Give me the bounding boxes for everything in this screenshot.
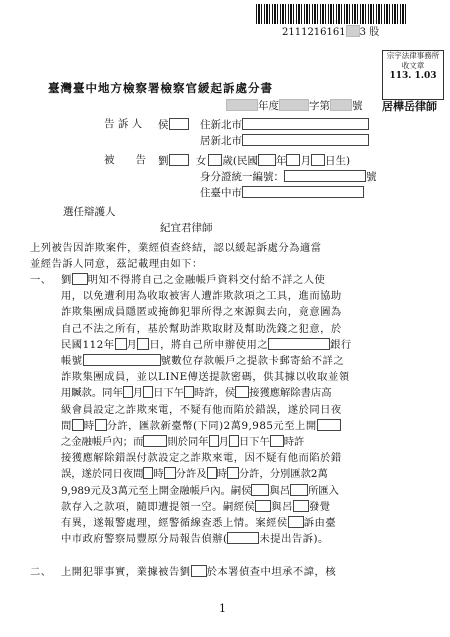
- redaction-box: [226, 99, 258, 111]
- case-word-label: 字第: [309, 100, 330, 112]
- defendant-residence: [200, 186, 364, 200]
- page-number: 1: [219, 602, 226, 615]
- section1-text: 民國112年: [61, 338, 115, 351]
- residence-label: 住臺中市: [200, 187, 242, 199]
- section1-text: 款存入之款項，隨即遭提領一空。嗣經侯: [61, 500, 256, 513]
- case-number: [226, 99, 363, 113]
- redaction-box: [284, 170, 366, 182]
- redaction-box: [235, 386, 249, 398]
- redaction-box: [115, 338, 127, 350]
- redaction-box: [143, 386, 153, 398]
- redaction-box: [242, 134, 369, 146]
- section1-text: 分許，分別匯款2萬: [238, 468, 328, 481]
- redaction-box: [83, 354, 161, 366]
- stamp-lawyer-name: 居樺岳律師: [382, 100, 437, 113]
- redaction-box: [293, 500, 309, 512]
- redaction-box: [207, 467, 217, 479]
- redaction-box: [346, 25, 360, 37]
- address-label: 住新北市: [200, 119, 242, 131]
- defendant-gender: 女: [195, 155, 207, 167]
- section1-line: [61, 353, 439, 369]
- residence-label: 居新北市: [200, 135, 242, 147]
- redaction-box: [268, 338, 330, 350]
- section1-text: 用，以免遭利用為收取被害人遭詐欺款項之工具，進而協助: [61, 290, 342, 303]
- section1-text: 則於同年: [167, 436, 209, 449]
- redaction-box: [290, 484, 308, 496]
- intro-paragraph: [30, 240, 322, 272]
- redaction-box: [229, 435, 239, 447]
- section1-text: 之金融帳戶內；而: [61, 436, 144, 449]
- section1-text: 分許，匯款新臺幣(下同)2萬9,985元至上開: [106, 419, 317, 432]
- section1-text: 明知不得將自己之金融帳戶資料交付給不詳之人使: [87, 274, 326, 286]
- redaction-box: [72, 273, 88, 285]
- redaction-box: [227, 467, 239, 479]
- section1-text: 發覺: [308, 500, 331, 513]
- redaction-box: [251, 484, 269, 496]
- section1-line: [61, 369, 439, 385]
- barcode-suffix: 股: [369, 27, 380, 38]
- section1-text: 分許及: [175, 468, 207, 481]
- section1-line: [61, 483, 439, 499]
- section1-text: 級會員設定之詐欺來電，不疑有他而陷於錯誤，遂於同日夜: [61, 403, 342, 416]
- section1-line: [61, 499, 439, 515]
- case-year-label: 年度: [258, 100, 279, 112]
- intro-line: 並經告訴人同意，茲記載理由如下：: [30, 258, 203, 271]
- section1-text: 月: [132, 387, 144, 400]
- defendant-age: 歲(民國: [222, 155, 258, 167]
- section1-text: 月: [218, 436, 229, 449]
- redaction-box: [288, 516, 304, 528]
- section1-line: [61, 434, 439, 450]
- redaction-box: [311, 154, 325, 166]
- redaction-box: [209, 435, 219, 447]
- redaction-box: [317, 419, 341, 431]
- section1-text: 劉: [61, 274, 72, 286]
- section1-text: 誤，遂於同日夜間: [61, 468, 144, 481]
- complainant-address: [200, 118, 369, 132]
- id-suffix: 號: [366, 171, 377, 183]
- stamp-received: 收文章: [401, 61, 425, 70]
- section1-text: 詐欺集團成員，並以LINE傳送提款密碼，供其據以收取並領: [61, 371, 350, 384]
- section1-marker: 一、: [30, 274, 52, 286]
- section1-text: 時: [153, 468, 164, 481]
- document-title: 臺灣臺中地方檢察署檢察官緩起訴處分書: [48, 81, 273, 95]
- section1-text: 訴由臺: [303, 517, 337, 530]
- section1-line: [61, 515, 439, 531]
- redaction-box: [255, 500, 271, 512]
- complainant-name: [158, 118, 189, 132]
- section1-line: [61, 466, 439, 482]
- redaction-box: [242, 186, 364, 198]
- redaction-box: [169, 118, 189, 130]
- section1-text: 日下午: [238, 436, 270, 449]
- section1-text: 用贓款。同年: [61, 387, 123, 400]
- section1-line: [61, 385, 439, 401]
- defendant-name: 劉: [158, 155, 169, 167]
- complainant-name-text: 侯: [158, 119, 169, 131]
- birth-month: 月: [300, 155, 311, 167]
- section1-line: [61, 402, 439, 418]
- barcode-tail: 3: [359, 27, 366, 38]
- redaction-box: [208, 154, 222, 166]
- section1-body: [61, 272, 439, 547]
- redaction-box: [184, 386, 194, 398]
- section1-text: 號數位存款帳戶之提款卡郵寄給不詳之: [160, 355, 345, 368]
- section1-text: 所匯入: [308, 484, 339, 497]
- birth-day: 日生): [324, 155, 351, 167]
- section1-line: [61, 288, 439, 304]
- barcode-number-text: 2111216161: [282, 27, 346, 38]
- section1-line: [61, 272, 439, 288]
- intro-line: 上列被告因詐欺案件，業經偵查終結，認以緩起訴處分為適當: [30, 242, 322, 254]
- redaction-box: [270, 435, 284, 447]
- redaction-box: [169, 154, 189, 166]
- defense-label: 選任辯護人: [63, 206, 116, 218]
- complainant-residence: [200, 134, 369, 148]
- section1-text: 銀行: [330, 338, 352, 351]
- section1-line: [61, 337, 439, 353]
- section2-text: 上開犯罪事實，業據被告劉: [61, 566, 191, 578]
- section2-line: [61, 564, 336, 580]
- section1-line: [61, 531, 439, 547]
- section1-text: 帳號: [61, 355, 83, 368]
- barcode-number: [282, 25, 379, 39]
- section2-marker: 二、: [30, 566, 52, 578]
- redaction-box: [191, 565, 207, 577]
- section1-text: 中市政府警察局豐原分局報告偵辦(: [61, 533, 228, 546]
- section2-text: 於本署偵查中坦承不諱，核: [206, 566, 337, 578]
- redaction-box: [286, 154, 300, 166]
- section1-text: 時許，侯: [193, 387, 236, 400]
- redaction-box: [242, 118, 369, 130]
- section1-text: 與呂: [271, 500, 293, 513]
- section1-text: 9,989元及3萬元至上開金融帳戶內。嗣侯: [61, 484, 252, 497]
- id-label: 身分證統一編號：: [200, 171, 284, 183]
- redaction-box: [227, 532, 259, 544]
- stamp-date: 113. 1.03: [389, 71, 437, 81]
- redaction-box: [330, 99, 352, 111]
- section1-text: 日下午: [153, 387, 184, 400]
- section1-text: 與呂: [269, 484, 291, 497]
- section1-text: 月: [126, 338, 138, 351]
- redaction-box: [279, 99, 309, 111]
- section1-text: 時: [83, 419, 95, 432]
- birth-year: 年: [275, 155, 287, 167]
- redaction-box: [95, 419, 107, 431]
- redaction-box: [137, 338, 149, 350]
- defense-name: 紀宜君律師: [160, 222, 213, 234]
- section1-text: 有異，遂報警處理，經警循線查悉上情。案經侯: [61, 517, 288, 530]
- complainant-label: 告 訴 人: [104, 118, 143, 130]
- section1-text: 未提出告訴)。: [259, 533, 329, 546]
- stamp-firm-name: 宗宇法律事務所: [386, 51, 440, 60]
- section1-text: 自己不法之所有，基於幫助詐欺取財及幫助洗錢之犯意，於: [61, 322, 342, 335]
- section1-text: 接獲應解除錯誤付款設定之詐欺來電，因不疑有他而陷於錯: [61, 452, 342, 465]
- section1-text: 接獲應解除書店高: [249, 387, 332, 400]
- section1-line: [61, 418, 439, 434]
- section1-text: 間: [61, 419, 72, 432]
- section1-line: [61, 321, 439, 337]
- receipt-stamp: [382, 50, 444, 100]
- section1-line: [61, 450, 439, 466]
- redaction-box: [72, 419, 84, 431]
- defendant-info: [158, 154, 350, 168]
- section1-line: [61, 304, 439, 320]
- defendant-label: 被 告: [104, 154, 146, 166]
- redaction-box: [258, 154, 276, 166]
- barcode: [256, 4, 406, 24]
- case-no-label: 號: [352, 100, 363, 112]
- section1-text: 時: [216, 468, 227, 481]
- section1-text: 日，將自己所申辦使用之: [149, 338, 269, 351]
- section1-text: 時許: [283, 436, 305, 449]
- defendant-id: [200, 170, 377, 184]
- redaction-box: [143, 467, 153, 479]
- redaction-box: [123, 386, 133, 398]
- redaction-box: [164, 467, 176, 479]
- redaction-box: [143, 435, 167, 447]
- section1-text: 詐欺集團成員隱匿或掩飾犯罪所得之來源與去向，竟意圖為: [61, 306, 342, 319]
